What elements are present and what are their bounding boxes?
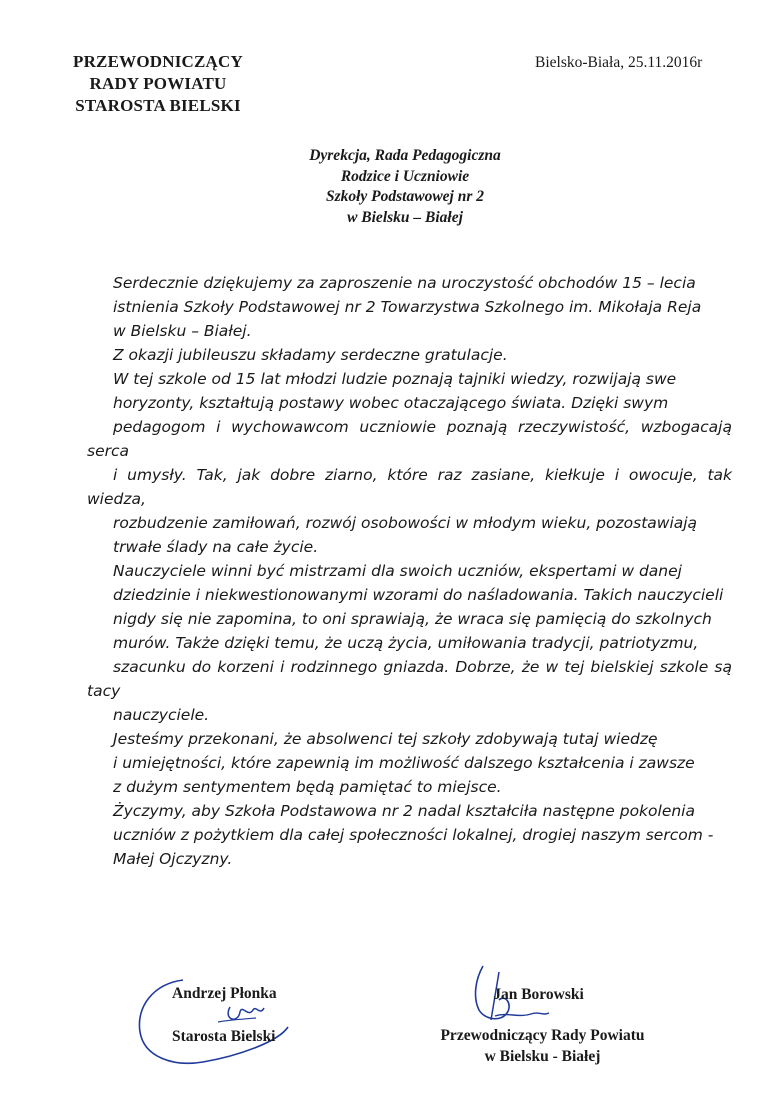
body-line: trwałe ślady na całe życie. <box>113 538 319 556</box>
body-line: szacunku do korzeni i rodzinnego gniazda. Dobrze, że w tej bielskiej szkole są tacy <box>87 658 732 700</box>
body-line: Serdecznie dziękujemy za zaproszenie na uroczystość obchodów 15 – lecia <box>113 274 696 292</box>
recipient-line: Szkoły Podstawowej nr 2 <box>325 188 485 205</box>
recipient-line: Dyrekcja, Rada Pedagogiczna <box>309 147 501 164</box>
paragraph-school <box>87 367 732 559</box>
body-line: murów. Także dzięki temu, że uczą życia, umiłowania tradycji, patriotyzmu, <box>113 634 699 652</box>
sender-council: RADY POWIATU <box>89 74 227 93</box>
recipient-line: Rodzice i Uczniowie <box>340 167 470 185</box>
signer-role-location: w Bielsku - Białej <box>484 1048 601 1065</box>
body-line: Życzymy, aby Szkoła Podstawowa nr 2 nadal kształciła następne pokolenia <box>113 802 695 820</box>
recipient-block <box>250 146 560 228</box>
signer-role-chairman: Przewodniczący Rady Powiatu <box>440 1027 645 1044</box>
body-line: i umysły. Tak, jak dobre ziarno, które raz zasiane, kiełkuje i owocuje, tak wiedza, <box>87 466 732 508</box>
body-line: w Bielsku – Białej. <box>113 322 252 340</box>
letter-date: Bielsko-Biała, 25.11.2016r <box>535 54 703 71</box>
body-line: istnienia Szkoły Podstawowej nr 2 Towarzystwa Szkolnego im. Mikołaja Reja <box>113 298 702 316</box>
sender-block <box>58 51 258 117</box>
body-line: Jesteśmy przekonani, że absolwenci tej szkoły zdobywają tutaj wiedzę <box>113 730 658 748</box>
recipient-line: w Bielsku – Białej <box>347 208 463 226</box>
body-line: nauczyciele. <box>113 706 210 724</box>
body-line: i umiejętności, które zapewnią im możliwość dalszego kształcenia i zawsze <box>113 754 695 772</box>
body-line: Małej Ojczyzny. <box>113 850 233 868</box>
paragraph-thanks <box>87 271 732 343</box>
sender-starosta: STAROSTA BIELSKI <box>75 96 241 115</box>
body-line: pedagogom i wychowawcom uczniowie poznają rzeczywistość, wzbogacają serca <box>87 418 732 460</box>
sender-title: PRZEWODNICZĄCY <box>73 52 243 71</box>
body-line: rozbudzenie zamiłowań, rozwój osobowości w młodym wieku, pozostawiają <box>113 514 698 532</box>
signer-name-starosta: Andrzej Płonka <box>172 985 277 1002</box>
signer-role-starosta: Starosta Bielski <box>172 1028 276 1045</box>
body-line: Z okazji jubileuszu składamy serdeczne gratulacje. <box>113 346 508 364</box>
body-line: Nauczyciele winni być mistrzami dla swoich uczniów, ekspertami w danej <box>113 562 682 580</box>
paragraph-wishes <box>87 799 732 871</box>
signature-left <box>172 983 277 1047</box>
body-line: W tej szkole od 15 lat młodzi ludzie poznają tajniki wiedzy, rozwijają swe <box>113 370 677 388</box>
paragraph-congratulations <box>87 343 732 367</box>
body-line: horyzonty, kształtują postawy wobec otaczającego świata. Dzięki swym <box>113 394 669 412</box>
signature-right <box>415 984 670 1067</box>
signer-name-chairman: Jan Borowski <box>493 986 584 1003</box>
body-line: dziedzinie i niekwestionowanymi wzorami do naśladowania. Takich nauczycieli <box>113 586 724 604</box>
paragraph-graduates <box>87 727 732 799</box>
paragraph-teachers <box>87 559 732 727</box>
body-line: z dużym sentymentem będą pamiętać to miejsce. <box>113 778 502 796</box>
letter-body <box>87 271 732 871</box>
body-line: uczniów z pożytkiem dla całej społeczności lokalnej, drogiej naszym sercom - <box>113 826 714 844</box>
body-line: nigdy się nie zapomina, to oni sprawiają, że wraca się pamięcią do szkolnych <box>113 610 712 628</box>
